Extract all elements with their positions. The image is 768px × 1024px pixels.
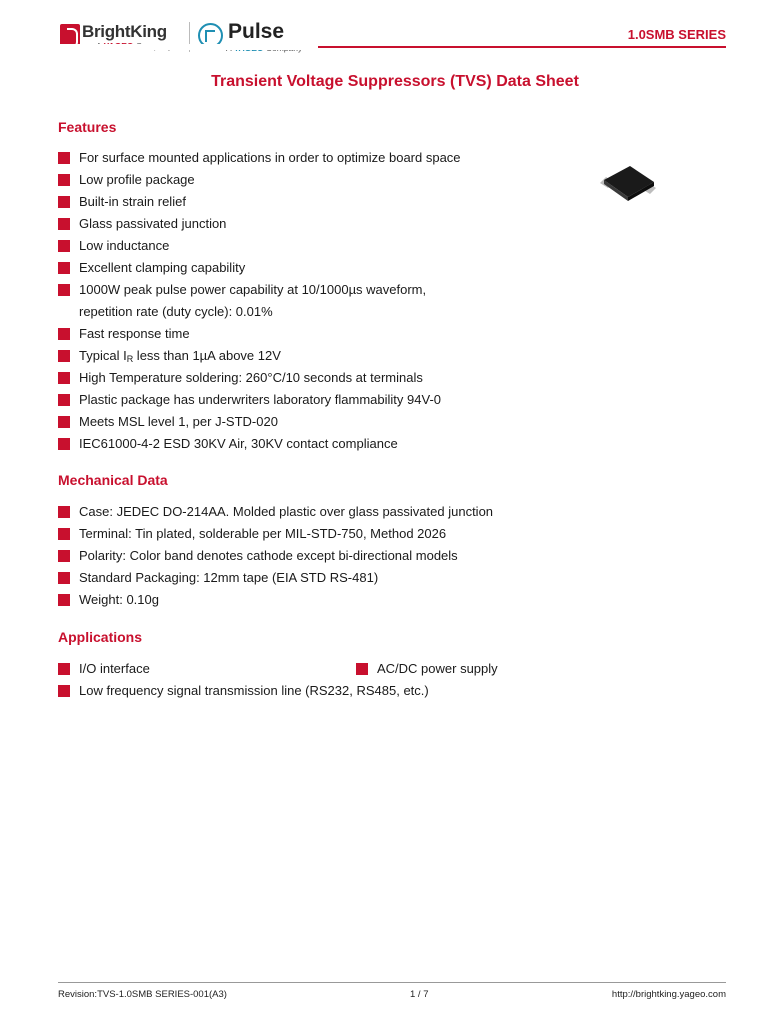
header-rule-mask	[58, 44, 318, 50]
red-square-bullet-icon	[58, 394, 70, 406]
red-square-bullet-icon	[58, 372, 70, 384]
smb-package-image	[598, 163, 658, 203]
red-square-bullet-icon	[58, 174, 70, 186]
red-square-bullet-icon	[58, 284, 70, 296]
list-item: Meets MSL level 1, per J-STD-020	[58, 411, 461, 433]
list-item: I/O interface	[58, 658, 150, 680]
applications-list	[58, 680, 429, 702]
red-square-bullet-icon	[58, 506, 70, 518]
series-label: 1.0SMB SERIES	[627, 27, 726, 42]
list-item: 1000W peak pulse power capability at 10/1000µs waveform,	[58, 279, 461, 301]
red-square-bullet-icon	[58, 528, 70, 540]
red-square-bullet-icon	[58, 240, 70, 252]
red-square-bullet-icon	[58, 328, 70, 340]
mechanical-heading: Mechanical Data	[58, 472, 168, 488]
list-item: Excellent clamping capability	[58, 257, 461, 279]
red-square-bullet-icon	[356, 663, 368, 675]
list-item: High Temperature soldering: 260°C/10 seconds at terminals	[58, 367, 461, 389]
list-item: Typical $I_R$ less than 1µA above 12V	[58, 345, 461, 367]
revision-text: Revision:TVS-1.0SMB SERIES-001(A3)	[58, 989, 227, 1000]
list-item: For surface mounted applications in order to optimize board space	[58, 147, 461, 169]
red-square-bullet-icon	[58, 152, 70, 164]
footer-rule	[58, 982, 726, 983]
list-item: Case: JEDEC DO-214AA. Molded plastic over glass passivated junction	[58, 501, 493, 523]
features-list	[58, 147, 461, 455]
list-item: Glass passivated junction	[58, 213, 461, 235]
red-square-bullet-icon	[58, 438, 70, 450]
list-item: Weight: 0.10g	[58, 589, 493, 611]
list-item: Low frequency signal transmission line (RS232, RS485, etc.)	[58, 680, 429, 702]
list-item: Fast response time	[58, 323, 461, 345]
red-square-bullet-icon	[58, 350, 70, 362]
list-item: Low inductance	[58, 235, 461, 257]
red-square-bullet-icon	[58, 594, 70, 606]
list-item: IEC61000-4-2 ESD 30KV Air, 30KV contact compliance	[58, 433, 461, 455]
list-item: Built-in strain relief	[58, 191, 461, 213]
list-item: AC/DC power supply	[356, 658, 498, 680]
red-square-bullet-icon	[58, 550, 70, 562]
brightking-name: BrightKing	[82, 22, 167, 41]
red-square-bullet-icon	[58, 416, 70, 428]
list-item-continuation: repetition rate (duty cycle): 0.01%	[79, 304, 273, 319]
red-square-bullet-icon	[58, 218, 70, 230]
red-square-bullet-icon	[58, 572, 70, 584]
page-number: 1 / 7	[410, 989, 429, 1000]
applications-heading: Applications	[58, 629, 143, 645]
red-square-bullet-icon	[58, 663, 70, 675]
list-item: Terminal: Tin plated, solderable per MIL-STD-750, Method 2026	[58, 523, 493, 545]
website-link[interactable]: http://brightking.yageo.com	[611, 989, 726, 1000]
document-title: Transient Voltage Suppressors (TVS) Data Sheet	[211, 73, 579, 90]
list-item: Low profile package	[58, 169, 461, 191]
red-square-bullet-icon	[58, 262, 70, 274]
list-item: Standard Packaging: 12mm tape (EIA STD RS-481)	[58, 567, 493, 589]
features-heading: Features	[58, 119, 117, 135]
list-item: Plastic package has underwriters laboratory flammability 94V-0	[58, 389, 461, 411]
list-item: Polarity: Color band denotes cathode except bi-directional models	[58, 545, 493, 567]
applications-row	[58, 658, 718, 680]
red-square-bullet-icon	[58, 685, 70, 697]
pulse-name: Pulse	[228, 20, 285, 43]
red-square-bullet-icon	[58, 196, 70, 208]
mechanical-list	[58, 501, 493, 611]
